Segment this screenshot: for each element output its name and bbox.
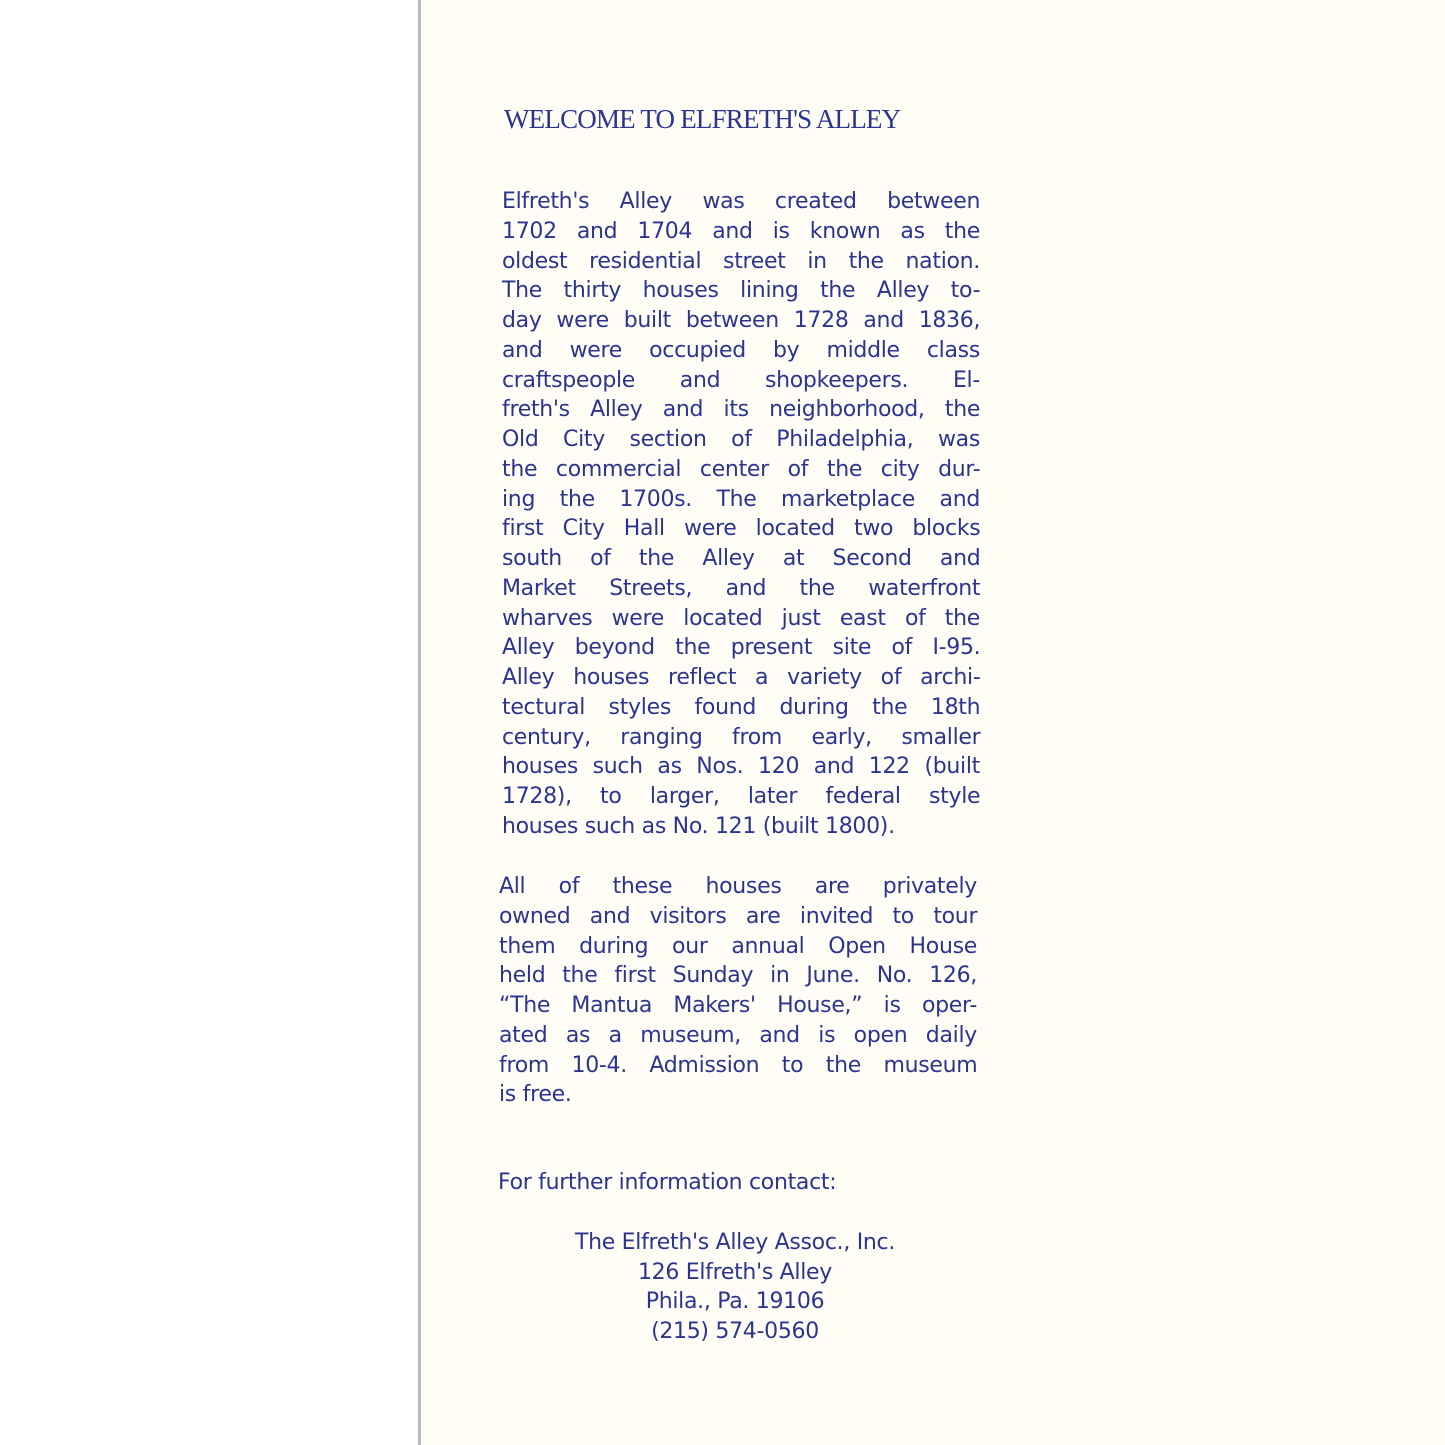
text-line: oldest residential street in the nation.	[502, 248, 980, 274]
text-line: Alley beyond the present site of I-95.	[502, 635, 981, 661]
text-line: tectural styles found during the 18th	[502, 694, 981, 720]
text-line: Old City section of Philadelphia, was	[502, 427, 980, 452]
text-line: 1702 and 1704 and is known as the	[502, 218, 980, 244]
text-line: freth's Alley and its neighborhood, the	[502, 397, 981, 423]
text-line: day were built between 1728 and 1836,	[502, 308, 981, 333]
text-line: houses such as Nos. 120 and 122 (built	[502, 754, 980, 780]
text-line: houses such as No. 121 (built 1800).	[502, 813, 895, 839]
text-line: is free.	[499, 1082, 572, 1108]
text-line: the commercial center of the city dur-	[502, 456, 981, 482]
contact-label: For further information contact:	[498, 1170, 837, 1195]
text-line: Market Streets, and the waterfront	[502, 575, 981, 601]
phone-number: (215) 574-0560	[651, 1318, 819, 1344]
text-line: “The Mantua Makers' House,” is oper-	[499, 993, 977, 1018]
text-line: them during our annual Open House	[499, 933, 977, 959]
text-line: craftspeople and shopkeepers. El-	[502, 367, 980, 393]
text-line: wharves were located just east of the	[502, 605, 980, 631]
text-line: Elfreth's Alley was created between	[502, 189, 981, 214]
text-line: and were occupied by middle class	[502, 337, 980, 363]
text-line: first City Hall were located two blocks	[502, 516, 981, 542]
text-line: Alley houses reflect a variety of archi-	[502, 665, 981, 690]
text-line: All of these houses are privately	[499, 874, 977, 899]
street-address: 126 Elfreth's Alley	[637, 1259, 833, 1285]
contact-address	[500, 1228, 970, 1346]
history-paragraph	[502, 187, 980, 842]
text-line: south of the Alley at Second and	[502, 546, 981, 571]
text-line: century, ranging from early, smaller	[502, 724, 981, 750]
text-line: from 10-4. Admission to the museum	[499, 1052, 978, 1078]
city-state-zip: Phila., Pa. 19106	[645, 1289, 825, 1314]
organization-name: The Elfreth's Alley Assoc., Inc.	[574, 1230, 896, 1255]
text-line: held the first Sunday in June. No. 126,	[499, 963, 977, 989]
text-line: The thirty houses lining the Alley to-	[502, 278, 981, 304]
text-line: 1728), to larger, later federal style	[502, 784, 981, 809]
visiting-paragraph	[499, 872, 977, 1110]
text-line: ated as a museum, and is open daily	[499, 1022, 977, 1048]
text-line: owned and visitors are invited to tour	[499, 903, 978, 929]
text-line: ing the 1700s. The marketplace and	[502, 486, 980, 512]
page-title: WELCOME TO ELFRETH'S ALLEY	[504, 104, 901, 134]
